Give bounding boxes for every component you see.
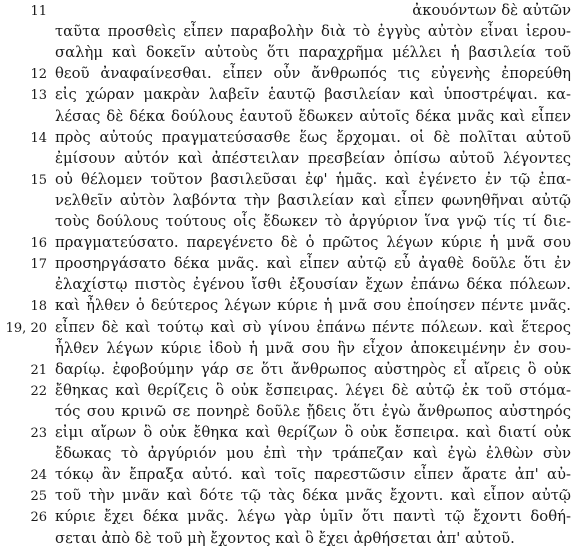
line-text: κύριε ἔχει δέκα μνᾶς. λέγω γὰρ ὑμῖν ὅτι παντὶ τῷ ἔχοντι δοθή-	[55, 508, 571, 526]
text-line	[0, 253, 581, 274]
line-text: σαλὴμ καὶ δοκεῖν αὐτοὺς ὅτι παραχρῆμα μέλλει ἡ βασιλεία τοῦ	[55, 44, 571, 62]
text-line	[0, 84, 581, 105]
text-line	[0, 359, 581, 380]
line-text: νελθεῖν αὐτὸν λαβόντα τὴν βασιλείαν καὶ εἶπεν φωνηθῆναι αὐτῷ	[55, 191, 571, 209]
line-text: τός σου κρινῶ σε πονηρὲ δοῦλε ᾔδεις ὅτι ἐγὼ ἄνθρωπος αὐστηρός	[55, 402, 571, 420]
verse-number: 26	[30, 510, 47, 526]
line-text: εἶπεν δὲ καὶ τούτῳ καὶ σὺ γίνου ἐπάνω πέντε πόλεων. καὶ ἕτερος	[55, 318, 571, 336]
verse-number: 14	[30, 130, 47, 146]
line-text: πρὸς αὐτούς πραγματεύσασθε ἕως ἔρχομαι. οἱ δὲ πολῖται αὐτοῦ	[55, 128, 571, 146]
verse-number: 12	[30, 67, 47, 83]
line-text: καὶ ἦλθεν ὁ δεύτερος λέγων κύριε ἡ μνᾶ σου ἐποίησεν πέντε μνᾶς.	[55, 297, 571, 315]
text-line	[0, 232, 581, 253]
text-line	[0, 211, 581, 232]
text-line	[0, 464, 581, 485]
verse-number: 25	[30, 489, 47, 505]
verse-number: 17	[30, 257, 47, 273]
text-line	[0, 528, 581, 549]
line-text: πραγματεύσατο. παρεγένετο δὲ ὁ πρῶτος λέγων κύριε ἡ μνᾶ σου	[55, 234, 571, 252]
text-line	[0, 401, 581, 422]
line-text: οὐ θέλομεν τοῦτον βασιλεῦσαι ἐφ' ἡμᾶς. καὶ ἐγένετο ἐν τῷ ἐπα-	[55, 170, 571, 188]
verse-number: 23	[30, 426, 47, 441]
line-text: δαρίῳ. ἐφοβούμην γάρ σε ὅτι ἄνθρωπος αὐστηρὸς εἶ αἴρεις ὃ οὐκ	[55, 360, 571, 378]
text-line	[0, 295, 581, 316]
text-line	[0, 506, 581, 527]
text-line	[0, 485, 581, 506]
line-text: ἐλαχίστῳ πιστὸς ἐγένου ἴσθι ἐξουσίαν ἔχων ἐπάνω δέκα πόλεων.	[55, 276, 571, 294]
verse-number: 11	[30, 4, 47, 19]
text-line	[0, 21, 581, 42]
line-text: ἐμίσουν αὐτόν καὶ ἀπέστειλαν πρεσβείαν ὀπίσω αὐτοῦ λέγοντες	[55, 149, 571, 167]
text-line	[0, 338, 581, 359]
line-text: εἰμι αἴρων ὃ οὐκ ἔθηκα καὶ θερίζων ὃ οὐκ ἔσπειρα. καὶ διατί οὐκ	[55, 424, 571, 441]
line-text: λέσας δὲ δέκα δούλους ἑαυτοῦ ἔδωκεν αὐτοῖς δέκα μνᾶς καὶ εἶπεν	[55, 107, 571, 125]
line-text: τοῦ τὴν μνᾶν καὶ δότε τῷ τὰς δέκα μνᾶς ἔχοντι. καὶ εἶπον αὐτῷ	[55, 487, 571, 505]
verse-number: 19, 20	[5, 320, 47, 336]
text-line	[0, 190, 581, 211]
text-line	[0, 106, 581, 127]
line-text: σεται ἀπὸ δὲ τοῦ μὴ ἔχοντος καὶ ὃ ἔχει ἀρθήσεται ἀπ' αὐτοῦ.	[55, 529, 515, 547]
line-text: τοὺς δούλους τούτους οἷς ἔδωκεν τὸ ἀργύριον ἵνα γνῷ τίς τί διε-	[55, 213, 571, 230]
text-line	[0, 380, 581, 401]
text-line	[0, 169, 581, 190]
verse-number: 15	[30, 172, 47, 188]
line-text: τόκῳ ἂν ἔπραξα αὐτό. καὶ τοῖς παρεστῶσιν εἶπεν ἄρατε ἀπ' αὐ-	[55, 466, 571, 484]
text-line	[0, 148, 581, 169]
text-line	[0, 422, 581, 443]
line-text: ταῦτα προσθεὶς εἶπεν παραβολὴν διὰ τὸ ἐγγὺς αὐτὸν εἶναι ἱερου-	[55, 23, 571, 41]
text-line	[0, 63, 581, 84]
verse-number: 16	[30, 236, 47, 252]
line-text: προσηργάσατο δέκα μνᾶς. καὶ εἶπεν αὐτῷ εὖ ἀγαθὲ δοῦλε ὅτι ἐν	[55, 255, 571, 273]
verse-number: 13	[30, 88, 47, 104]
text-line	[0, 317, 581, 338]
text-line	[0, 42, 581, 63]
line-text: ἦλθεν λέγων κύριε ἰδοὺ ἡ μνᾶ σου ἣν εἶχον ἀποκειμένην ἐν σου-	[55, 339, 571, 357]
verse-number: 18	[30, 299, 47, 315]
text-line	[0, 0, 581, 21]
verse-number: 22	[30, 383, 47, 399]
line-text: εἰς χώραν μακρὰν λαβεῖν ἑαυτῷ βασιλείαν καὶ ὑποστρέψαι. κα-	[55, 86, 571, 104]
line-text: ἀκουόντων δὲ αὐτῶν	[412, 2, 571, 19]
verse-number: 24	[30, 468, 47, 484]
line-text: ἔδωκας τὸ ἀργύριόν μου ἐπὶ τὴν τράπεζαν καὶ ἐγὼ ἐλθὼν σὺν	[55, 445, 571, 463]
text-line	[0, 274, 581, 295]
text-line	[0, 443, 581, 464]
verse-number: 21	[30, 362, 47, 378]
line-text: θεοῦ ἀναφαίνεσθαι. εἶπεν οὖν ἄνθρωπός τις εὐγενὴς ἐπορεύθη	[55, 65, 571, 83]
text-line	[0, 127, 581, 148]
line-text: ἔθηκας καὶ θερίζεις ὃ οὐκ ἔσπειρας. λέγει δὲ αὐτῷ ἐκ τοῦ στόμα-	[55, 381, 571, 399]
